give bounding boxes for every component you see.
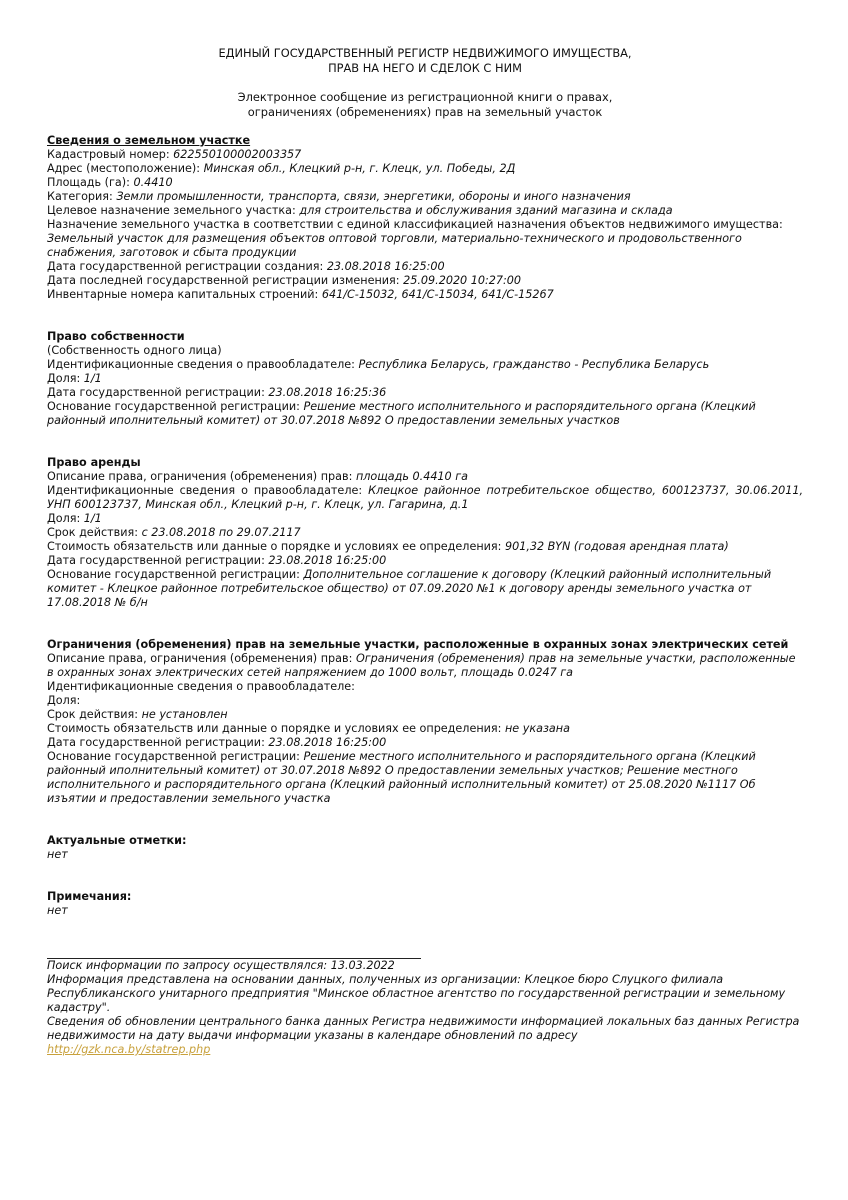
field-value: 23.08.2018 16:25:00 xyxy=(268,736,387,749)
field-category xyxy=(47,190,803,204)
field-value: 23.08.2018 16:25:00 xyxy=(326,260,445,273)
field-value: Решение местного исполнительного и распорядительного органа (Клецкий районный иполнительный комитет) от 30.07.2018 №892 О предоставлении земельных участков; Решение местного исполнительного и распорядительного органа (Клецкий районный исполнительный комитет) от 25.08.2020 №1117 Об изъятии и предоставлении земельного участка xyxy=(47,750,756,805)
document-subtitle xyxy=(47,90,803,120)
field-label: Площадь (га): xyxy=(47,176,134,189)
field-value: Земли промышленности, транспорта, связи, энергетики, обороны и иного назначения xyxy=(116,190,631,203)
field-value: 641/C-15032, 641/C-15034, 641/C-15267 xyxy=(321,288,554,301)
notes-section xyxy=(47,890,803,918)
field-value: Клецкое районное потребительское общество, 600123737, 30.06.2011, УНП 600123737, Минская обл., Клецкий р-н, г. Клецк, ул. Гагарина, д.1 xyxy=(47,484,803,511)
field-value: 901,32 BYN (годовая арендная плата) xyxy=(504,540,729,553)
restrictions-section xyxy=(47,638,803,806)
field-value: 0.4410 xyxy=(133,176,173,189)
field-description xyxy=(47,470,803,484)
field-share xyxy=(47,512,803,526)
field-change-date xyxy=(47,274,803,288)
field-label: Идентификационные сведения о правообладателе: xyxy=(47,484,369,497)
ownership-note: (Собственность одного лица) xyxy=(47,344,222,357)
subtitle-line-1: Электронное сообщение из регистрационной книги о правах, xyxy=(237,90,613,104)
field-value: 23.08.2018 16:25:00 xyxy=(268,554,387,567)
lease-section xyxy=(47,456,803,610)
field-value: 25.09.2020 10:27:00 xyxy=(403,274,521,287)
field-cadastral-number xyxy=(47,148,803,162)
field-label: Доля: xyxy=(47,372,84,385)
field-label: Категория: xyxy=(47,190,117,203)
field-term xyxy=(47,708,803,722)
field-label: Доля: xyxy=(47,512,84,525)
field-value: 1/1 xyxy=(83,372,102,385)
field-value: для строительства и обслуживания зданий магазина и склада xyxy=(299,204,673,217)
current-marks-section xyxy=(47,834,803,862)
field-label: Дата государственной регистрации: xyxy=(47,736,269,749)
document-title xyxy=(47,46,803,76)
subtitle-line-2: ограничениях (обременениях) прав на земельный участок xyxy=(247,105,603,119)
field-label: Инвентарные номера капитальных строений: xyxy=(47,288,322,301)
field-label: Дата государственной регистрации: xyxy=(47,554,269,567)
field-value: площадь 0.4410 га xyxy=(355,470,468,483)
section-heading: Право собственности xyxy=(47,330,185,343)
field-description xyxy=(47,652,803,680)
ownership-section xyxy=(47,330,803,428)
footer-update-info: Сведения об обновлении центрального банка данных Регистра недвижимости информацией локальных баз данных Регистра недвижимости на дату выдачи информации указаны в календаре обновлений по адресу xyxy=(47,1015,800,1042)
document-page xyxy=(47,46,803,1057)
field-value: Минская обл., Клецкий р-н, г. Клецк, ул. Победы, 2Д xyxy=(203,162,516,175)
field-label: Дата последней государственной регистрации изменения: xyxy=(47,274,404,287)
field-label: Кадастровый номер: xyxy=(47,148,174,161)
field-share xyxy=(47,372,803,386)
field-label: Описание права, ограничения (обременения) прав: xyxy=(47,470,356,483)
field-value: 622550100002003357 xyxy=(173,148,302,161)
field-creation-date xyxy=(47,260,803,274)
section-heading: Сведения о земельном участке xyxy=(47,134,251,147)
field-value: не установлен xyxy=(141,708,228,721)
section-heading: Право аренды xyxy=(47,456,141,469)
field-classification xyxy=(47,218,803,260)
title-line-2: ПРАВ НА НЕГО И СДЕЛОК С НИМ xyxy=(328,61,522,75)
field-value: 23.08.2018 16:25:36 xyxy=(268,386,387,399)
field-value: Республика Беларусь, гражданство - Республика Беларусь xyxy=(358,358,710,371)
field-registration-date xyxy=(47,736,803,750)
field-label: Адрес (местоположение): xyxy=(47,162,204,175)
field-label: Срок действия: xyxy=(47,526,142,539)
field-rightholder xyxy=(47,484,803,512)
current-marks-value: нет xyxy=(47,848,68,861)
field-inventory-numbers xyxy=(47,288,803,302)
field-label: Целевое назначение земельного участка: xyxy=(47,204,300,217)
field-value: Дополнительное соглашение к договору (Клецкий районный исполнительный комитет - Клецкое районное потребительское общество) от 07.09.2020 №1 к договору аренды земельного участка от 17.08.2018 № б/н xyxy=(47,568,772,609)
field-registration-basis xyxy=(47,400,803,428)
field-label: Основание государственной регистрации: xyxy=(47,400,304,413)
notes-value: нет xyxy=(47,904,68,917)
field-label: Описание права, ограничения (обременения) прав: xyxy=(47,652,356,665)
field-rightholder xyxy=(47,680,803,694)
footer xyxy=(47,959,803,1057)
field-label: Основание государственной регистрации: xyxy=(47,568,304,581)
field-value: не указана xyxy=(504,722,570,735)
footer-search-date: Поиск информации по запросу осуществлялся: 13.03.2022 xyxy=(47,959,395,972)
field-term xyxy=(47,526,803,540)
field-label: Идентификационные сведения о правообладателе: xyxy=(47,680,355,693)
field-label: Доля: xyxy=(47,694,81,707)
field-label: Дата государственной регистрации: xyxy=(47,386,269,399)
field-value: с 23.08.2018 по 29.07.2117 xyxy=(141,526,301,539)
field-value: Ограничения (обременения) прав на земельные участки, расположенные в охранных зонах электрических сетей напряжением до 1000 вольт, площадь 0.0247 га xyxy=(47,652,796,679)
field-registration-basis xyxy=(47,568,803,610)
field-label: Стоимость обязательств или данные о порядке и условиях ее определения: xyxy=(47,722,505,735)
field-purpose xyxy=(47,204,803,218)
field-registration-date xyxy=(47,386,803,400)
field-label: Назначение земельного участка в соответствии с единой классификацией назначения объектов недвижимого имущества: xyxy=(47,218,783,231)
land-plot-section xyxy=(47,134,803,302)
field-value: 1/1 xyxy=(83,512,102,525)
field-label: Идентификационные сведения о правообладателе: xyxy=(47,358,359,371)
field-label: Основание государственной регистрации: xyxy=(47,750,304,763)
section-heading: Примечания: xyxy=(47,890,132,903)
field-cost xyxy=(47,722,803,736)
field-cost xyxy=(47,540,803,554)
field-label: Срок действия: xyxy=(47,708,142,721)
field-share xyxy=(47,694,803,708)
field-label: Стоимость обязательств или данные о порядке и условиях ее определения: xyxy=(47,540,505,553)
field-area xyxy=(47,176,803,190)
field-value: Решение местного исполнительного и распорядительного органа (Клецкий районный иполнительный комитет) от 30.07.2018 №892 О предоставлении земельных участков xyxy=(47,400,756,427)
title-line-1: ЕДИНЫЙ ГОСУДАРСТВЕННЫЙ РЕГИСТР НЕДВИЖИМОГО ИМУЩЕСТВА, xyxy=(218,46,632,60)
section-heading: Ограничения (обременения) прав на земельные участки, расположенные в охранных зонах электрических сетей xyxy=(47,638,789,651)
field-value: Земельный участок для размещения объектов оптовой торговли, материально-технического и продовольственного снабжения, заготовок и сбыта продукции xyxy=(47,232,742,259)
field-label: Дата государственной регистрации создания: xyxy=(47,260,327,273)
field-address xyxy=(47,162,803,176)
statrep-link[interactable]: http://gzk.nca.by/statrep.php xyxy=(47,1043,211,1056)
field-registration-date xyxy=(47,554,803,568)
footer-source: Информация представлена на основании данных, полученных из организации: Клецкое бюро Слуцкого филиала Республиканского унитарного предприятия "Минское областное агентство по государственной регистрации и земельному кадастру". xyxy=(47,973,786,1014)
field-registration-basis xyxy=(47,750,803,806)
section-heading: Актуальные отметки: xyxy=(47,834,187,847)
field-rightholder xyxy=(47,358,803,372)
